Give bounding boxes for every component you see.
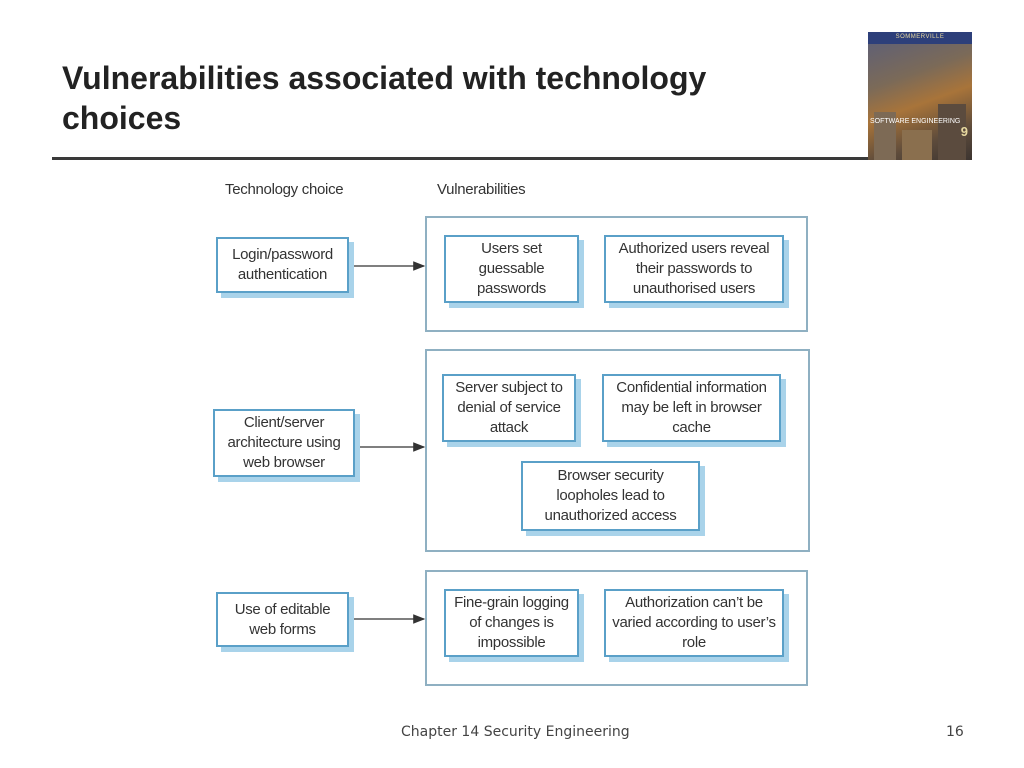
footer-page-number: 16 [946,724,964,740]
vulnerability-box-browser-cache: Confidential information may be left in browser cache [602,374,781,442]
technology-box-client-server: Client/server architecture using web browser [213,409,355,477]
vulnerability-box-authorization-role: Authorization can’t be varied according to user’s role [604,589,784,657]
technology-box-editable-web-forms: Use of editable web forms [216,592,349,647]
cover-edition: 9 [960,124,968,139]
column-header-technology: Technology choice [225,181,344,198]
vulnerability-box-reveal-passwords: Authorized users reveal their passwords to unauthorised users [604,235,784,303]
vulnerability-box-fine-grain-logging: Fine-grain logging of changes is impossible [444,589,579,657]
vulnerability-box-security-loopholes: Browser security loopholes lead to unauthorized access [521,461,700,531]
book-cover-image [868,32,972,160]
cover-title: SOFTWARE ENGINEERING [870,118,961,125]
vulnerability-box-denial-of-service: Server subject to denial of service attack [442,374,576,442]
cover-author: SOMMERVILLE [895,34,945,40]
technology-box-login-password: Login/password authentication [216,237,349,293]
slide-title: Vulnerabilities associated with technology choices [62,60,707,136]
vulnerability-box-guessable-passwords: Users set guessable passwords [444,235,579,303]
title-divider [52,157,870,160]
cover-building [902,130,932,160]
footer-chapter-title: Chapter 14 Security Engineering [401,724,630,740]
column-header-vulnerabilities: Vulnerabilities [437,181,526,198]
